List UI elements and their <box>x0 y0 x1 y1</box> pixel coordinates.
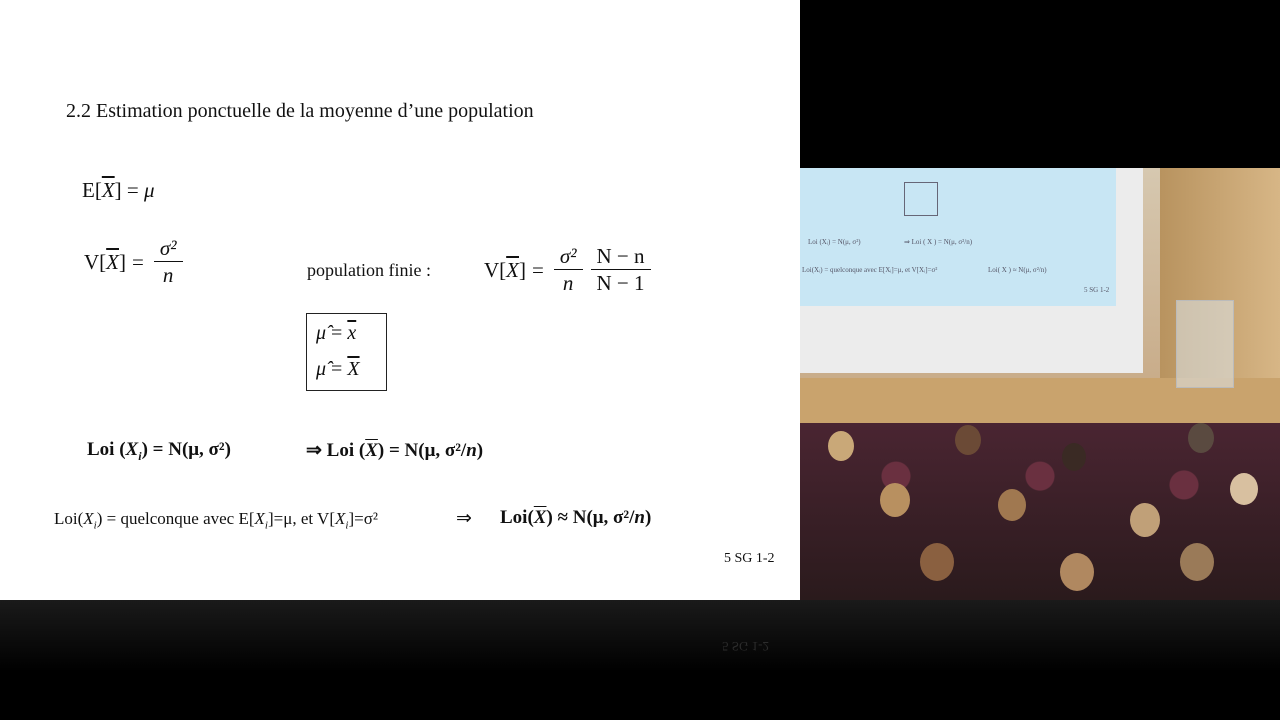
law2-left-prefix: Loi( <box>54 509 84 528</box>
audience-head <box>920 543 954 581</box>
eq1-rhs: μ <box>144 178 155 202</box>
law2-e-var: X <box>254 509 265 528</box>
law2-e-suffix: ]=μ, et V[ <box>267 509 335 528</box>
audience-head <box>1062 443 1086 471</box>
projected-footer: 5 SG 1-2 <box>1084 286 1110 294</box>
estimator-line-1 <box>316 322 356 345</box>
box-equals-1: = <box>331 322 343 344</box>
equation-finite-variance <box>484 244 655 297</box>
eq3-fraction-1 <box>554 244 583 297</box>
eq1-prefix: E[ <box>82 178 102 202</box>
law2-v-var: X <box>335 509 346 528</box>
implies-arrow-2: ⇒ <box>456 508 472 529</box>
eq3-equals: = <box>532 258 544 283</box>
eq3-frac2-denominator: N − 1 <box>596 271 645 296</box>
law2-right-prefix: Loi( <box>500 507 534 528</box>
audience-head <box>828 431 854 461</box>
projected-slide <box>800 168 1116 306</box>
law1-right-var: $\overline{X}$ <box>365 440 378 461</box>
law2-left-mid: ) = quelconque avec E[ <box>96 509 255 528</box>
implies-arrow-1: ⇒ <box>306 440 322 461</box>
eq3-fraction-2 <box>591 244 651 297</box>
law2-left-sub: i <box>93 519 97 532</box>
mu-hat-2: μ̂ <box>316 358 327 380</box>
audience-head <box>1130 503 1160 537</box>
law2-v-suffix: ]=σ² <box>348 509 378 528</box>
eq2-numerator: σ² <box>154 236 183 262</box>
footer-reflection: 5 SG 1-2 <box>722 639 769 654</box>
law1-right-close: ) <box>476 440 484 461</box>
projected-line-3: Loi(Xᵢ) = quelconque avec E[Xᵢ]=μ, et V[Xᵢ]=σ² <box>802 266 938 274</box>
eq2-fraction <box>154 236 183 289</box>
estimator-line-2 <box>316 358 360 381</box>
projected-line-1: Loi (Xᵢ) = N(μ, σ²) <box>808 238 861 246</box>
eq3-prefix: V[ <box>484 258 507 283</box>
sample-mean: $\overline{x}$ <box>347 322 357 344</box>
law-any-left <box>54 509 378 531</box>
projected-box <box>904 182 938 216</box>
audience-head <box>1188 423 1214 453</box>
eq2-denominator: n <box>162 263 174 288</box>
law2-v-sub: i <box>345 519 349 532</box>
law1-left-suffix: ) = N(μ, σ²) <box>141 439 231 460</box>
audience-head <box>880 483 910 517</box>
eq1-suffix: ] <box>114 178 122 202</box>
projection-screen <box>800 168 1143 373</box>
equation-expectation <box>82 178 155 203</box>
audience-head <box>1230 473 1258 505</box>
audience-head <box>955 425 981 455</box>
law1-right-n: n <box>466 440 477 461</box>
projected-line-2: ⇒ Loi ( X ) = N(μ, σ²/n) <box>904 238 973 246</box>
mu-hat: μ̂ <box>316 322 327 344</box>
law1-left-var: X <box>125 439 139 460</box>
law2-right-close: ) <box>644 507 652 528</box>
eq2-equals: = <box>132 250 144 275</box>
eq3-frac1-numerator: σ² <box>554 244 583 270</box>
finite-population-label: population finie : <box>307 260 431 280</box>
audience <box>800 423 1280 600</box>
law2-right-suffix: ) ≈ N(μ, σ²/ <box>546 507 635 528</box>
equation-variance <box>84 236 187 289</box>
law2-e-sub: i <box>264 519 268 532</box>
eq1-var: $\overline{X}$ <box>101 178 115 202</box>
eq3-var: $\overline{X}$ <box>506 258 519 283</box>
slide-heading: 2.2 Estimation ponctuelle de la moyenne d’une population <box>66 100 534 122</box>
eq3-frac2-numerator: N − n <box>591 244 651 270</box>
reflection-area <box>0 600 1280 720</box>
eq2-suffix: ] <box>119 250 126 275</box>
podium <box>1176 300 1234 388</box>
law2-right-var: $\overline{X}$ <box>533 507 547 528</box>
eq2-var: $\overline{X}$ <box>106 250 119 275</box>
eq3-frac1-denominator: n <box>562 271 574 296</box>
eq3-suffix: ] <box>519 258 526 283</box>
audience-head <box>1180 543 1214 581</box>
law-normal-left <box>87 439 231 464</box>
law2-right-n: n <box>634 507 645 528</box>
law1-right-prefix: Loi ( <box>326 440 366 461</box>
slide-footer: 5 SG 1-2 <box>724 551 775 566</box>
law-any-right <box>500 507 651 529</box>
law1-left-sub: i <box>138 448 142 463</box>
audience-head <box>1060 553 1094 591</box>
random-mean: $\overline{X}$ <box>347 358 360 380</box>
lecture-video-feed <box>800 168 1280 600</box>
box-equals-2: = <box>331 358 343 380</box>
eq2-prefix: V[ <box>84 250 107 275</box>
law2-left-var: X <box>83 509 94 528</box>
law1-right-suffix: ) = N(μ, σ²/ <box>377 440 467 461</box>
eq1-equals: = <box>126 178 139 202</box>
law-normal-right <box>306 439 483 462</box>
law1-left-prefix: Loi ( <box>87 439 126 460</box>
audience-head <box>998 489 1026 521</box>
projected-line-4: Loi( X ) ≈ N(μ, σ²/n) <box>988 266 1047 274</box>
